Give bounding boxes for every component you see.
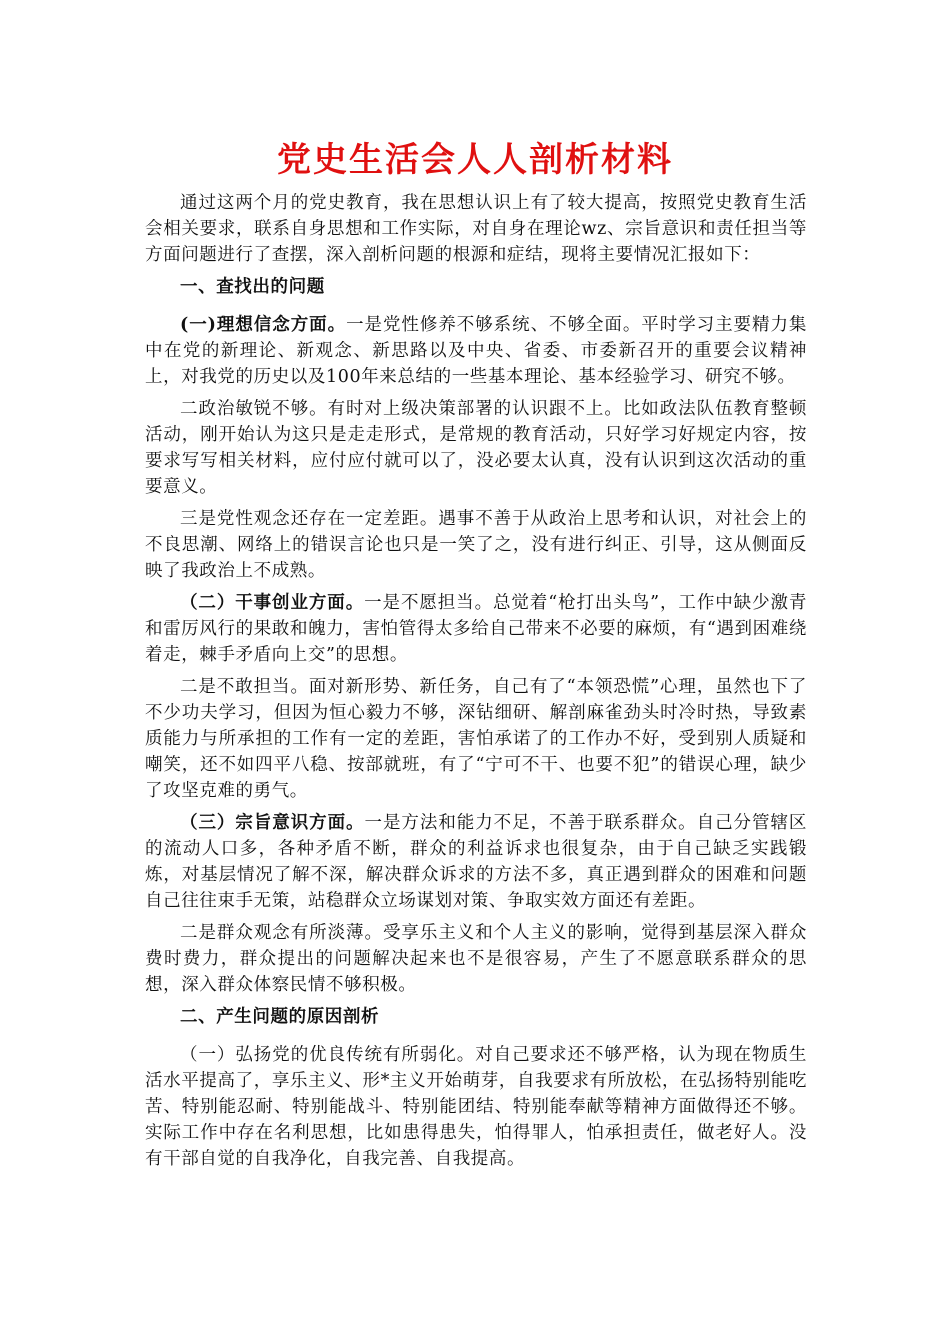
paragraph-text: 一是党性修养不够系统、不够全面。平时学习主要精力集中在党的新理论、新观念、新思路以及中央、省委、市委新召开的重要会议精神上，对我党的历史以及100年来总结的一些基本理论、基本经验学习、研究不够。	[145, 315, 808, 387]
paragraph-purpose-awareness	[145, 810, 807, 914]
paragraph-party-concept: 三是党性观念还存在一定差距。遇事不善于从政治上思考和认识，对社会上的不良思潮、网络上的错误言论也只是一笑了之，没有进行纠正、引导，这从侧面反映了我政治上不成熟。	[145, 509, 807, 581]
paragraph-traditions-weakened: （一）弘扬党的优良传统有所弱化。对自己要求还不够严格，认为现在物质生活水平提高了，享乐主义、形*主义开始萌芽，自我要求有所放松，在弘扬特别能吃苦、特别能忍耐、特别能战斗、特别能团结、特别能奉献等精神方面做得还不够。实际工作中存在名利思想，比如患得患失，怕得罪人，怕承担责任，做老好人。没有干部自觉的自我净化，自我完善、自我提高。	[145, 1045, 807, 1169]
paragraph-ideals	[145, 312, 807, 390]
intro-paragraph: 通过这两个月的党史教育，我在思想认识上有了较大提高，按照党史教育生活会相关要求，联系自身思想和工作实际，对自身在理论wz、宗旨意识和责任担当等方面问题进行了查摆，深入剖析问题的根源和症结，现将主要情况汇报如下：	[145, 193, 807, 265]
paragraph-text: 一是不愿担当。总觉着“枪打出头鸟”，工作中缺少激青和雷厉风行的果敢和魄力，害怕管得太多给自己带来不必要的麻烦，有“遇到困难绕着走，棘手矛盾向上交”的思想。	[145, 593, 807, 665]
paragraph-mass-concept: 二是群众观念有所淡薄。受享乐主义和个人主义的影响，觉得到基层深入群众费时费力，群众提出的问题解决起来也不是很容易，产生了不愿意联系群众的思想，深入群众体察民情不够积极。	[145, 923, 807, 995]
document-body	[145, 190, 807, 1178]
paragraph-lead: (一)理想信念方面。	[180, 315, 347, 335]
paragraph-lead: （二）干事创业方面。	[180, 593, 365, 613]
paragraph-text: 一是方法和能力不足，不善于联系群众。自己分管辖区的流动人口多，各种矛盾不断，群众的利益诉求也很复杂，由于自己缺乏实践锻炼，对基层情况了解不深，解决群众诉求的方法不多，真正遇到群众的困难和问题自己往往束手无策，站稳群众立场谋划对策、争取实效方面还有差距。	[145, 813, 807, 911]
section-heading-problems: 一、查找出的问题	[180, 277, 325, 297]
paragraph-lead: （三）宗旨意识方面。	[180, 813, 365, 833]
paragraph-political-sensitivity: 二政治敏锐不够。有时对上级决策部署的认识跟不上。比如政法队伍教育整顿活动，刚开始认为这只是走走形式，是常规的教育活动，只好学习好规定内容，按要求写写相关材料，应付应付就可以了，没必要太认真，没有认识到这次活动的重要意义。	[145, 399, 807, 497]
section-heading-causes: 二、产生问题的原因剖析	[180, 1007, 380, 1027]
document-title: 党史生活会人人剖析材料	[277, 140, 673, 180]
paragraph-dare-to-take-responsibility: 二是不敢担当。面对新形势、新任务，自己有了“本领恐慌”心理，虽然也下了不少功夫学习，但因为恒心毅力不够，深钻细研、解剖麻雀劲头时冷时热，导致素质能力与所承担的工作有一定的差距，害怕承诺了的工作办不好，受到别人质疑和嘲笑，还不如四平八稳、按部就班，有了“宁可不干、也要不犯”的错误心理，缺少了攻坚克难的勇气。	[145, 677, 807, 801]
paragraph-entrepreneurship	[145, 590, 807, 668]
